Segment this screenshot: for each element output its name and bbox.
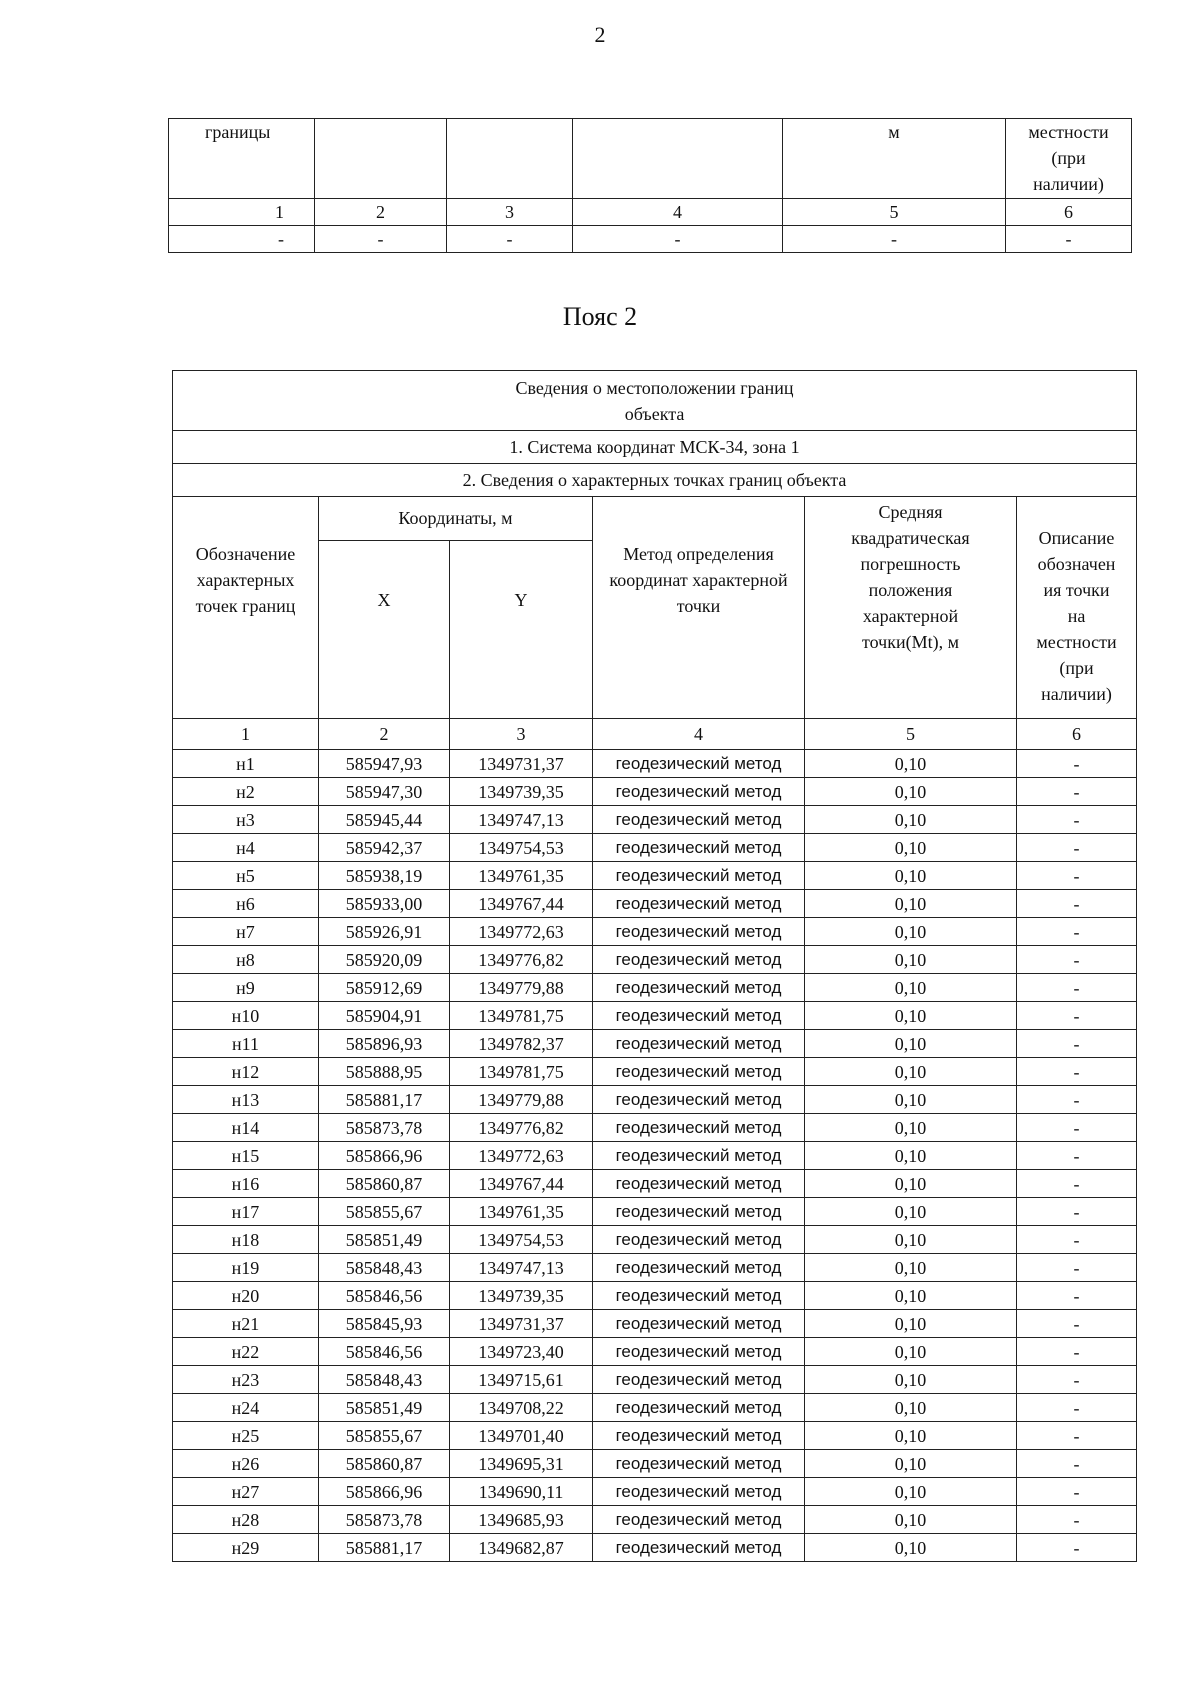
- description-cell: -: [1017, 1002, 1137, 1030]
- description-cell: -: [1017, 1254, 1137, 1282]
- data-cell: -: [169, 226, 315, 253]
- accuracy-cell: 0,10: [805, 1394, 1017, 1422]
- point-name-cell: н12: [173, 1058, 319, 1086]
- x-coordinate-cell: 585938,19: [319, 862, 450, 890]
- y-coordinate-cell: 1349781,75: [450, 1058, 593, 1086]
- accuracy-cell: 0,10: [805, 1030, 1017, 1058]
- point-name-cell: н6: [173, 890, 319, 918]
- accuracy-cell: 0,10: [805, 1002, 1017, 1030]
- section-title: Пояс 2: [562, 302, 638, 331]
- point-name-cell: н18: [173, 1226, 319, 1254]
- header-line: Описание: [1038, 528, 1115, 548]
- method-cell: геодезический метод: [593, 918, 805, 946]
- point-name-cell: н10: [173, 1002, 319, 1030]
- header-designation: [173, 497, 319, 719]
- top-data-row: [169, 226, 1132, 253]
- method-cell: геодезический метод: [593, 1086, 805, 1114]
- data-cell: -: [573, 226, 783, 253]
- table-row: [173, 1030, 1137, 1058]
- accuracy-cell: 0,10: [805, 1142, 1017, 1170]
- table-row: [173, 750, 1137, 778]
- header-x: X: [319, 541, 450, 719]
- y-coordinate-cell: 1349690,11: [450, 1478, 593, 1506]
- x-coordinate-cell: 585945,44: [319, 806, 450, 834]
- accuracy-cell: 0,10: [805, 1198, 1017, 1226]
- method-cell: геодезический метод: [593, 806, 805, 834]
- accuracy-cell: 0,10: [805, 778, 1017, 806]
- description-cell: -: [1017, 890, 1137, 918]
- index-cell: 2: [315, 199, 447, 226]
- method-cell: геодезический метод: [593, 1534, 805, 1562]
- method-cell: геодезический метод: [593, 1114, 805, 1142]
- header-line: на: [1067, 606, 1086, 626]
- accuracy-cell: 0,10: [805, 834, 1017, 862]
- point-name-cell: н2: [173, 778, 319, 806]
- method-cell: геодезический метод: [593, 1058, 805, 1086]
- method-cell: геодезический метод: [593, 834, 805, 862]
- index-cell: 5: [783, 199, 1006, 226]
- header-line: точек границ: [195, 596, 296, 616]
- description-cell: -: [1017, 1142, 1137, 1170]
- continued-table: [168, 118, 1132, 253]
- method-cell: геодезический метод: [593, 1366, 805, 1394]
- x-coordinate-cell: 585881,17: [319, 1534, 450, 1562]
- point-name-cell: н23: [173, 1366, 319, 1394]
- index-cell: 4: [573, 199, 783, 226]
- x-coordinate-cell: 585846,56: [319, 1282, 450, 1310]
- accuracy-cell: 0,10: [805, 1422, 1017, 1450]
- accuracy-cell: 0,10: [805, 1282, 1017, 1310]
- y-coordinate-cell: 1349731,37: [450, 750, 593, 778]
- table-row: [173, 1142, 1137, 1170]
- header-line: (при: [1059, 658, 1094, 678]
- accuracy-cell: 0,10: [805, 1254, 1017, 1282]
- y-coordinate-cell: 1349772,63: [450, 1142, 593, 1170]
- description-cell: -: [1017, 834, 1137, 862]
- header-line: обозначен: [1037, 554, 1116, 574]
- accuracy-cell: 0,10: [805, 890, 1017, 918]
- point-name-cell: н25: [173, 1422, 319, 1450]
- description-cell: -: [1017, 1282, 1137, 1310]
- description-cell: -: [1017, 1422, 1137, 1450]
- table-title-line: Сведения о местоположении границ: [515, 377, 794, 398]
- method-cell: геодезический метод: [593, 1142, 805, 1170]
- table-row: [173, 778, 1137, 806]
- table-row: [173, 1198, 1137, 1226]
- y-coordinate-cell: 1349747,13: [450, 1254, 593, 1282]
- table-row: [173, 1002, 1137, 1030]
- point-name-cell: н28: [173, 1506, 319, 1534]
- table-row: [173, 834, 1137, 862]
- header-accuracy: [805, 497, 1017, 719]
- y-coordinate-cell: 1349695,31: [450, 1450, 593, 1478]
- y-coordinate-cell: 1349685,93: [450, 1506, 593, 1534]
- y-coordinate-cell: 1349754,53: [450, 1226, 593, 1254]
- y-coordinate-cell: 1349701,40: [450, 1422, 593, 1450]
- x-coordinate-cell: 585888,95: [319, 1058, 450, 1086]
- x-coordinate-cell: 585912,69: [319, 974, 450, 1002]
- points-rows: [173, 750, 1137, 1562]
- method-cell: геодезический метод: [593, 750, 805, 778]
- y-coordinate-cell: 1349708,22: [450, 1394, 593, 1422]
- y-coordinate-cell: 1349731,37: [450, 1310, 593, 1338]
- index-cell: 4: [593, 719, 805, 750]
- header-coordinates: Координаты, м: [319, 497, 593, 541]
- header-fragment-line: наличии): [1033, 174, 1104, 194]
- description-cell: -: [1017, 778, 1137, 806]
- description-cell: -: [1017, 1366, 1137, 1394]
- x-coordinate-cell: 585851,49: [319, 1226, 450, 1254]
- description-cell: -: [1017, 1030, 1137, 1058]
- method-cell: геодезический метод: [593, 1226, 805, 1254]
- accuracy-cell: 0,10: [805, 1310, 1017, 1338]
- header-line: точки(Mt), м: [862, 632, 959, 652]
- accuracy-cell: 0,10: [805, 974, 1017, 1002]
- table-row: [173, 1450, 1137, 1478]
- header-fragment-empty: [315, 119, 447, 199]
- table-row: [173, 1114, 1137, 1142]
- point-name-cell: н17: [173, 1198, 319, 1226]
- x-coordinate-cell: 585873,78: [319, 1506, 450, 1534]
- method-cell: геодезический метод: [593, 1254, 805, 1282]
- points-table: [172, 370, 1137, 1562]
- point-name-cell: н21: [173, 1310, 319, 1338]
- method-cell: геодезический метод: [593, 1282, 805, 1310]
- accuracy-cell: 0,10: [805, 1478, 1017, 1506]
- header-description: [1017, 497, 1137, 719]
- description-cell: -: [1017, 946, 1137, 974]
- point-name-cell: н1: [173, 750, 319, 778]
- accuracy-cell: 0,10: [805, 1086, 1017, 1114]
- header-line: местности: [1036, 632, 1117, 652]
- table-row: [173, 946, 1137, 974]
- description-cell: -: [1017, 1086, 1137, 1114]
- accuracy-cell: 0,10: [805, 806, 1017, 834]
- point-name-cell: н16: [173, 1170, 319, 1198]
- header-line: наличии): [1041, 684, 1112, 704]
- x-coordinate-cell: 585947,30: [319, 778, 450, 806]
- header-y: Y: [450, 541, 593, 719]
- method-cell: геодезический метод: [593, 946, 805, 974]
- x-coordinate-cell: 585866,96: [319, 1142, 450, 1170]
- x-coordinate-cell: 585873,78: [319, 1114, 450, 1142]
- header-fragment-line: местности: [1028, 122, 1109, 142]
- x-coordinate-cell: 585881,17: [319, 1086, 450, 1114]
- accuracy-cell: 0,10: [805, 1534, 1017, 1562]
- page-number: 2: [594, 22, 606, 47]
- method-cell: геодезический метод: [593, 974, 805, 1002]
- y-coordinate-cell: 1349772,63: [450, 918, 593, 946]
- header-method: [593, 497, 805, 719]
- table-row: [173, 1170, 1137, 1198]
- accuracy-cell: 0,10: [805, 918, 1017, 946]
- accuracy-cell: 0,10: [805, 750, 1017, 778]
- point-name-cell: н26: [173, 1450, 319, 1478]
- header-fragment-line: (при: [1051, 148, 1086, 168]
- point-name-cell: н7: [173, 918, 319, 946]
- y-coordinate-cell: 1349739,35: [450, 1282, 593, 1310]
- y-coordinate-cell: 1349723,40: [450, 1338, 593, 1366]
- header-fragment-empty: [447, 119, 573, 199]
- table-row: [173, 1478, 1137, 1506]
- method-cell: геодезический метод: [593, 1310, 805, 1338]
- accuracy-cell: 0,10: [805, 1058, 1017, 1086]
- x-coordinate-cell: 585926,91: [319, 918, 450, 946]
- header-line: характерных: [196, 570, 295, 590]
- x-coordinate-cell: 585848,43: [319, 1366, 450, 1394]
- data-cell: -: [315, 226, 447, 253]
- table-row: [173, 1282, 1137, 1310]
- point-name-cell: н11: [173, 1030, 319, 1058]
- table-row: [173, 1226, 1137, 1254]
- description-cell: -: [1017, 1394, 1137, 1422]
- table-row: [173, 1422, 1137, 1450]
- accuracy-cell: 0,10: [805, 946, 1017, 974]
- description-cell: -: [1017, 1506, 1137, 1534]
- method-cell: геодезический метод: [593, 890, 805, 918]
- x-coordinate-cell: 585860,87: [319, 1450, 450, 1478]
- method-cell: геодезический метод: [593, 1170, 805, 1198]
- x-coordinate-cell: 585848,43: [319, 1254, 450, 1282]
- point-name-cell: н14: [173, 1114, 319, 1142]
- table-title: [173, 371, 1137, 431]
- point-name-cell: н5: [173, 862, 319, 890]
- index-cell: 6: [1017, 719, 1137, 750]
- index-cell: 5: [805, 719, 1017, 750]
- description-cell: -: [1017, 862, 1137, 890]
- point-name-cell: н24: [173, 1394, 319, 1422]
- top-index-row: [169, 199, 1132, 226]
- method-cell: геодезический метод: [593, 1506, 805, 1534]
- header-line: положения: [868, 580, 953, 600]
- y-coordinate-cell: 1349761,35: [450, 862, 593, 890]
- data-cell: -: [1006, 226, 1132, 253]
- data-cell: -: [447, 226, 573, 253]
- header-fragment-empty: [573, 119, 783, 199]
- point-name-cell: н22: [173, 1338, 319, 1366]
- y-coordinate-cell: 1349781,75: [450, 1002, 593, 1030]
- method-cell: геодезический метод: [593, 1450, 805, 1478]
- header-line: Обозначение: [195, 544, 296, 564]
- header-fragment-boundaries: границы: [169, 119, 315, 199]
- description-cell: -: [1017, 1198, 1137, 1226]
- point-name-cell: н13: [173, 1086, 319, 1114]
- x-coordinate-cell: 585933,00: [319, 890, 450, 918]
- description-cell: -: [1017, 1114, 1137, 1142]
- accuracy-cell: 0,10: [805, 1506, 1017, 1534]
- description-cell: -: [1017, 1310, 1137, 1338]
- description-cell: -: [1017, 806, 1137, 834]
- index-cell: 1: [173, 719, 319, 750]
- index-cell: 3: [450, 719, 593, 750]
- method-cell: геодезический метод: [593, 1422, 805, 1450]
- point-name-cell: н8: [173, 946, 319, 974]
- point-name-cell: н29: [173, 1534, 319, 1562]
- method-cell: геодезический метод: [593, 1030, 805, 1058]
- point-name-cell: н27: [173, 1478, 319, 1506]
- x-coordinate-cell: 585942,37: [319, 834, 450, 862]
- accuracy-cell: 0,10: [805, 1114, 1017, 1142]
- x-coordinate-cell: 585851,49: [319, 1394, 450, 1422]
- y-coordinate-cell: 1349715,61: [450, 1366, 593, 1394]
- y-coordinate-cell: 1349782,37: [450, 1030, 593, 1058]
- accuracy-cell: 0,10: [805, 1366, 1017, 1394]
- y-coordinate-cell: 1349761,35: [450, 1198, 593, 1226]
- index-cell: 3: [447, 199, 573, 226]
- description-cell: -: [1017, 1534, 1137, 1562]
- index-cell: 2: [319, 719, 450, 750]
- table-row: [173, 890, 1137, 918]
- header-line: квадратическая: [851, 528, 970, 548]
- header-line: Средняя: [878, 502, 943, 522]
- data-cell: -: [783, 226, 1006, 253]
- main-index-row: [173, 719, 1137, 750]
- y-coordinate-cell: 1349779,88: [450, 974, 593, 1002]
- point-name-cell: н15: [173, 1142, 319, 1170]
- description-cell: -: [1017, 1170, 1137, 1198]
- accuracy-cell: 0,10: [805, 1450, 1017, 1478]
- accuracy-cell: 0,10: [805, 1226, 1017, 1254]
- accuracy-cell: 0,10: [805, 1170, 1017, 1198]
- method-cell: геодезический метод: [593, 1478, 805, 1506]
- accuracy-cell: 0,10: [805, 1338, 1017, 1366]
- table-row: [173, 918, 1137, 946]
- points-title: 2. Сведения о характерных точках границ объекта: [173, 464, 1137, 497]
- table-row: [173, 1338, 1137, 1366]
- x-coordinate-cell: 585904,91: [319, 1002, 450, 1030]
- method-cell: геодезический метод: [593, 862, 805, 890]
- y-coordinate-cell: 1349776,82: [450, 1114, 593, 1142]
- table-row: [173, 1254, 1137, 1282]
- y-coordinate-cell: 1349767,44: [450, 1170, 593, 1198]
- y-coordinate-cell: 1349767,44: [450, 890, 593, 918]
- point-name-cell: н9: [173, 974, 319, 1002]
- table-row: [173, 974, 1137, 1002]
- method-cell: геодезический метод: [593, 1394, 805, 1422]
- x-coordinate-cell: 585896,93: [319, 1030, 450, 1058]
- table-row: [173, 1086, 1137, 1114]
- y-coordinate-cell: 1349739,35: [450, 778, 593, 806]
- description-cell: -: [1017, 750, 1137, 778]
- method-cell: геодезический метод: [593, 778, 805, 806]
- table-row: [173, 1506, 1137, 1534]
- x-coordinate-cell: 585920,09: [319, 946, 450, 974]
- table-row: [173, 1394, 1137, 1422]
- accuracy-cell: 0,10: [805, 862, 1017, 890]
- table-row: [173, 1058, 1137, 1086]
- header-line: координат характерной: [609, 570, 788, 590]
- index-cell: 1: [169, 199, 315, 226]
- x-coordinate-cell: 585845,93: [319, 1310, 450, 1338]
- y-coordinate-cell: 1349682,87: [450, 1534, 593, 1562]
- y-coordinate-cell: 1349779,88: [450, 1086, 593, 1114]
- point-name-cell: н4: [173, 834, 319, 862]
- x-coordinate-cell: 585947,93: [319, 750, 450, 778]
- x-coordinate-cell: 585860,87: [319, 1170, 450, 1198]
- coord-system: 1. Система координат МСК-34, зона 1: [173, 431, 1137, 464]
- description-cell: -: [1017, 1338, 1137, 1366]
- table-row: [173, 1534, 1137, 1562]
- table-row: [173, 1366, 1137, 1394]
- description-cell: -: [1017, 918, 1137, 946]
- point-name-cell: н3: [173, 806, 319, 834]
- point-name-cell: н20: [173, 1282, 319, 1310]
- point-name-cell: н19: [173, 1254, 319, 1282]
- table-title-line: объекта: [624, 403, 685, 424]
- method-cell: геодезический метод: [593, 1002, 805, 1030]
- header-line: погрешность: [860, 554, 961, 574]
- header-line: ия точки: [1043, 580, 1110, 600]
- header-line: характерной: [862, 606, 959, 626]
- y-coordinate-cell: 1349776,82: [450, 946, 593, 974]
- y-coordinate-cell: 1349754,53: [450, 834, 593, 862]
- header-fragment-unit: м: [783, 119, 1006, 199]
- description-cell: -: [1017, 1478, 1137, 1506]
- y-coordinate-cell: 1349747,13: [450, 806, 593, 834]
- index-cell: 6: [1006, 199, 1132, 226]
- table-row: [173, 862, 1137, 890]
- header-line: Метод определения: [623, 544, 774, 564]
- method-cell: геодезический метод: [593, 1338, 805, 1366]
- x-coordinate-cell: 585855,67: [319, 1422, 450, 1450]
- header-line: точки: [676, 596, 721, 616]
- table-row: [173, 1310, 1137, 1338]
- x-coordinate-cell: 585855,67: [319, 1198, 450, 1226]
- description-cell: -: [1017, 1450, 1137, 1478]
- x-coordinate-cell: 585866,96: [319, 1478, 450, 1506]
- x-coordinate-cell: 585846,56: [319, 1338, 450, 1366]
- method-cell: геодезический метод: [593, 1198, 805, 1226]
- description-cell: -: [1017, 974, 1137, 1002]
- description-cell: -: [1017, 1058, 1137, 1086]
- table-row: [173, 806, 1137, 834]
- header-fragment-description: [1006, 119, 1132, 199]
- description-cell: -: [1017, 1226, 1137, 1254]
